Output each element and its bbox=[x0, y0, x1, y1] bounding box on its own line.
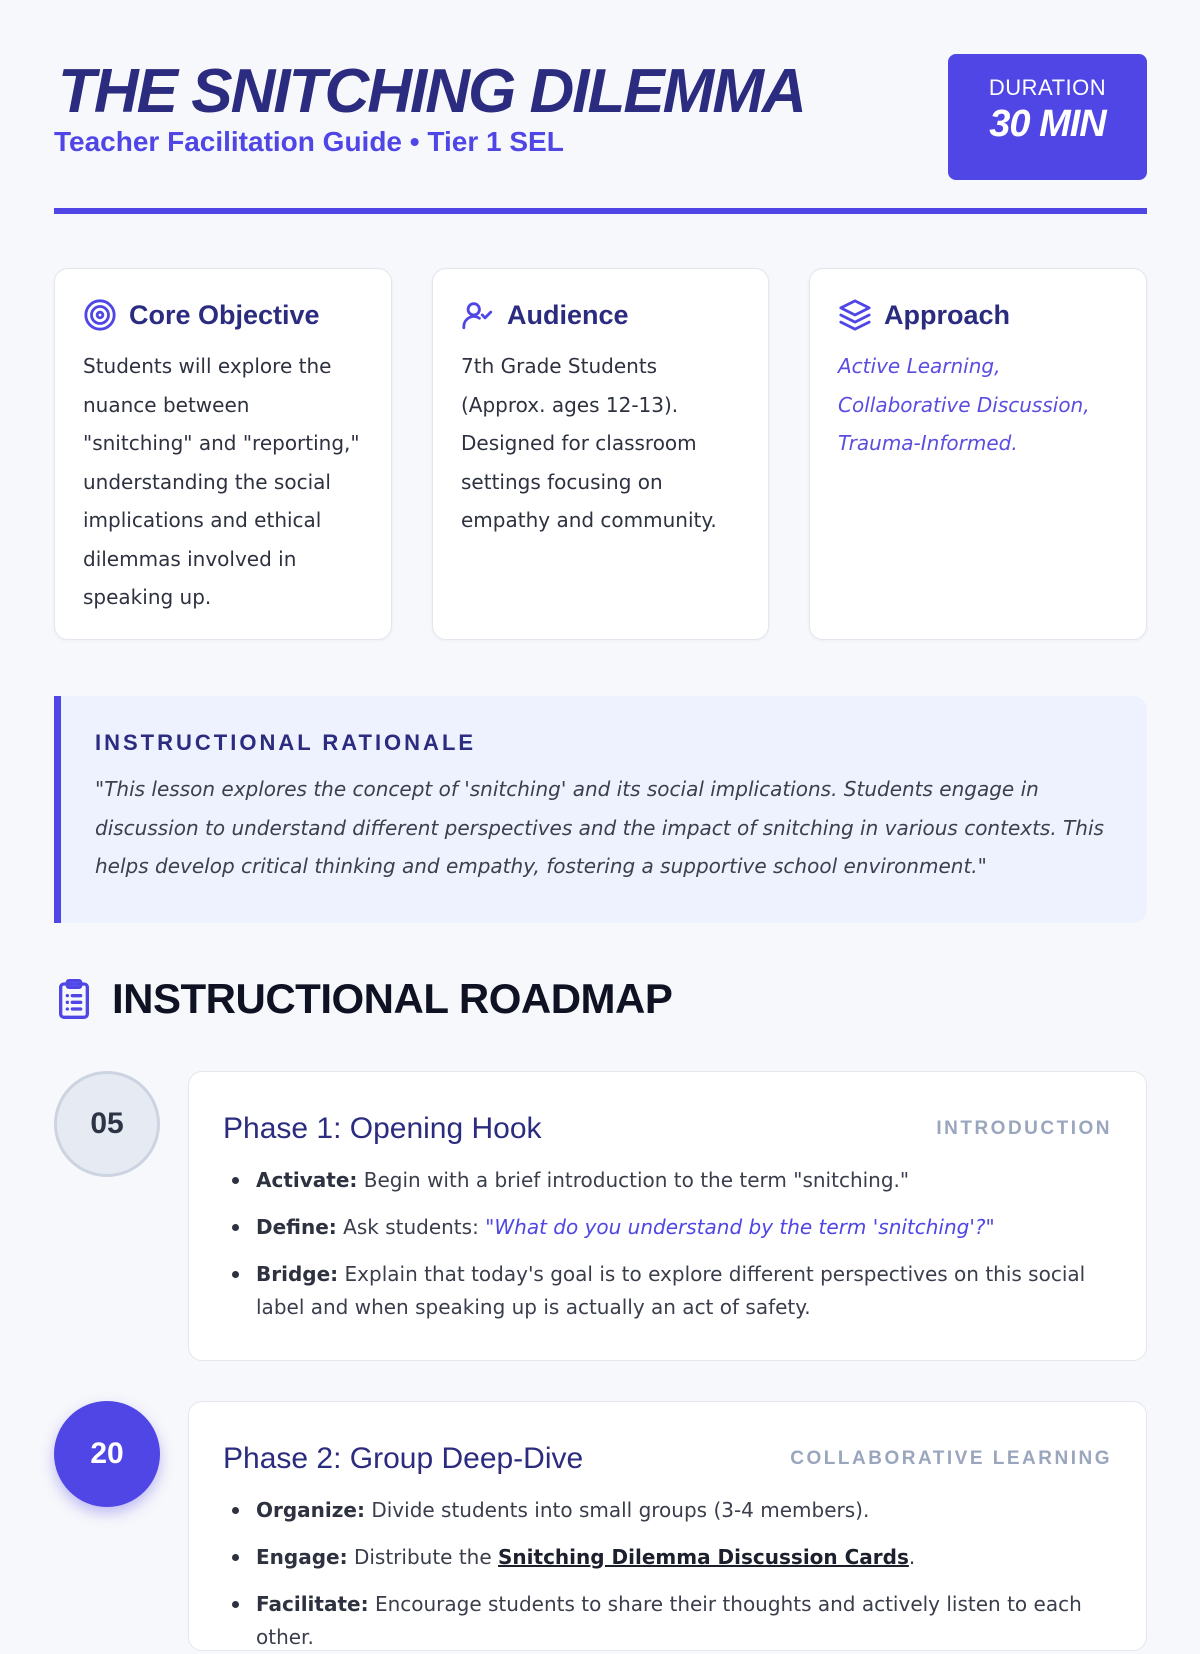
rationale-callout bbox=[54, 696, 1147, 923]
phase-card bbox=[188, 1071, 1147, 1361]
card-approach bbox=[809, 268, 1147, 640]
list-item bbox=[223, 1211, 1112, 1244]
card-body: Students will explore the nuance between "snitching" and "reporting," understanding the social implications and ethical dilemmas involved in speaking up. bbox=[83, 354, 360, 609]
duration-badge bbox=[948, 54, 1147, 180]
layers-icon bbox=[838, 298, 872, 332]
phase-title: Phase 1: Opening Hook bbox=[223, 1112, 542, 1145]
header-divider bbox=[54, 208, 1147, 214]
list-item bbox=[223, 1494, 1112, 1527]
duration-value: 30 MIN bbox=[989, 103, 1106, 145]
list-item bbox=[223, 1164, 1112, 1197]
step-text: Distribute the bbox=[347, 1545, 499, 1569]
roadmap-header bbox=[54, 975, 672, 1023]
phase-title: Phase 2: Group Deep-Dive bbox=[223, 1442, 584, 1475]
list-item bbox=[223, 1258, 1112, 1324]
rationale-text: "This lesson explores the concept of 'snitching' and its social implications. Students engage in discussion to understand different perspectives and the impact of snitching in various contexts. This helps develop critical thinking and empathy, fostering a supportive school environment." bbox=[95, 777, 1104, 878]
step-text: Encourage students to share their thoughts and actively listen to each other. bbox=[256, 1592, 1082, 1649]
page-title: THE SNITCHING DILEMMA bbox=[58, 57, 805, 126]
step-label: Define: bbox=[256, 1215, 337, 1239]
card-audience bbox=[432, 268, 769, 640]
step-label: Engage: bbox=[256, 1545, 348, 1569]
card-body: 7th Grade Students (Approx. ages 12-13). Designed for classroom settings focusing on empathy and community. bbox=[461, 354, 717, 532]
phase-tag: COLLABORATIVE LEARNING bbox=[790, 1448, 1112, 1469]
duration-label: DURATION bbox=[988, 75, 1107, 100]
phase-card bbox=[188, 1401, 1147, 1651]
phase-steps bbox=[223, 1164, 1112, 1324]
step-label: Organize: bbox=[256, 1498, 365, 1522]
card-title: Audience bbox=[507, 299, 629, 330]
step-label: Activate: bbox=[256, 1168, 358, 1192]
phase-duration-badge: 20 bbox=[54, 1401, 160, 1507]
step-text: Begin with a brief introduction to the term "snitching." bbox=[357, 1168, 910, 1192]
card-core-objective bbox=[54, 268, 392, 640]
step-text: Ask students: bbox=[336, 1215, 486, 1239]
user-check-icon bbox=[461, 298, 495, 332]
discussion-cards-link[interactable]: Snitching Dilemma Discussion Cards bbox=[498, 1545, 909, 1569]
step-text: . bbox=[908, 1545, 916, 1569]
discussion-question: "What do you understand by the term 'snitching'?" bbox=[485, 1215, 995, 1239]
step-text: Explain that today's goal is to explore different perspectives on this social label and when speaking up is actually an act of safety. bbox=[256, 1262, 1086, 1319]
list-item bbox=[223, 1541, 1112, 1574]
card-title: Approach bbox=[884, 299, 1011, 330]
clipboard-list-icon bbox=[54, 977, 94, 1021]
header bbox=[54, 54, 1147, 184]
card-title: Core Objective bbox=[129, 299, 320, 330]
phase-duration-badge: 05 bbox=[54, 1071, 160, 1177]
phase-tag: INTRODUCTION bbox=[936, 1118, 1112, 1139]
step-text: Divide students into small groups (3-4 members). bbox=[364, 1498, 870, 1522]
roadmap-title: INSTRUCTIONAL ROADMAP bbox=[112, 975, 673, 1022]
phase-steps bbox=[223, 1494, 1112, 1654]
step-label: Facilitate: bbox=[256, 1592, 369, 1616]
page-subtitle: Teacher Facilitation Guide • Tier 1 SEL bbox=[54, 126, 564, 157]
list-item bbox=[223, 1588, 1112, 1654]
card-body: Active Learning, Collaborative Discussion, Trauma-Informed. bbox=[838, 354, 1090, 455]
rationale-label: INSTRUCTIONAL RATIONALE bbox=[95, 730, 477, 755]
target-icon bbox=[83, 298, 117, 332]
step-label: Bridge: bbox=[256, 1262, 339, 1286]
